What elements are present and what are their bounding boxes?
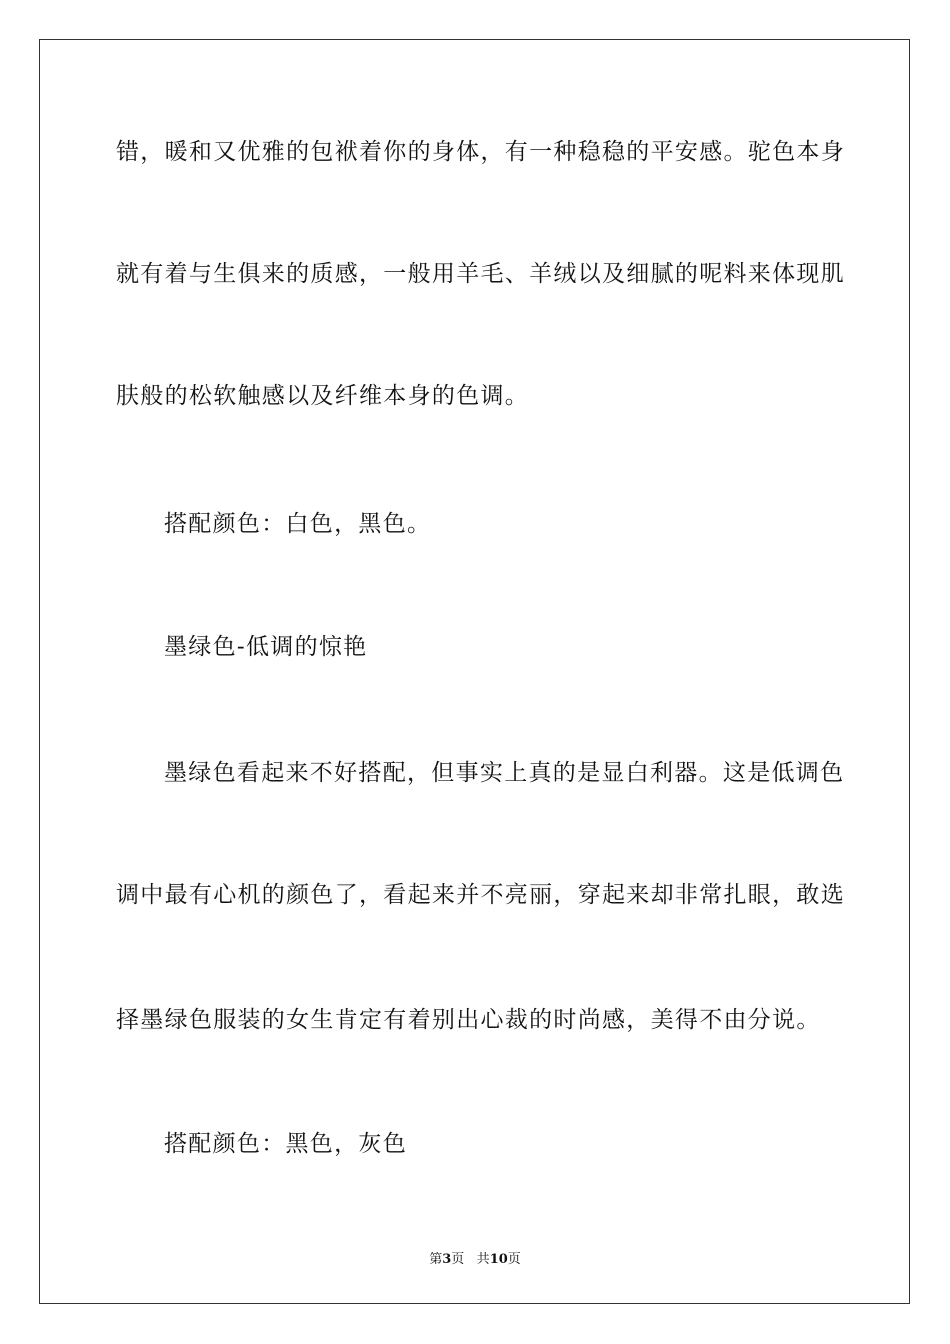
footer-page-current: 3: [442, 1252, 452, 1267]
paragraph-line: 调中最有心机的颜色了，看起来并不亮丽，穿起来却非常扎眼，敢选: [116, 882, 845, 908]
page-border: [39, 39, 910, 1304]
footer-total-prefix: 共: [476, 1252, 490, 1267]
paragraph-line: 墨绿色看起来不好搭配，但事实上真的是显白利器。这是低调色: [164, 760, 845, 786]
footer-page-prefix: 第: [429, 1252, 443, 1267]
paragraph-line: 错，暖和又优雅的包袱着你的身体，有一种稳稳的平安感。驼色本身: [116, 139, 845, 165]
paragraph-line: 就有着与生俱来的质感，一般用羊毛、羊绒以及细腻的呢料来体现肌: [116, 261, 845, 287]
paragraph-line: 搭配颜色：黑色，灰色: [164, 1131, 407, 1157]
page-footer: [0, 1248, 950, 1267]
paragraph-line: 择墨绿色服装的女生肯定有着别出心裁的时尚感，美得不由分说。: [116, 1007, 821, 1033]
footer-page-total: 10: [489, 1252, 508, 1267]
footer-total-suffix: 页: [507, 1252, 521, 1267]
section-heading: 墨绿色-低调的惊艳: [164, 634, 368, 660]
paragraph-line: 搭配颜色：白色，黑色。: [164, 511, 432, 537]
paragraph-line: 肤般的松软触感以及纤维本身的色调。: [116, 383, 530, 409]
footer-page-suffix: 页: [451, 1252, 465, 1267]
